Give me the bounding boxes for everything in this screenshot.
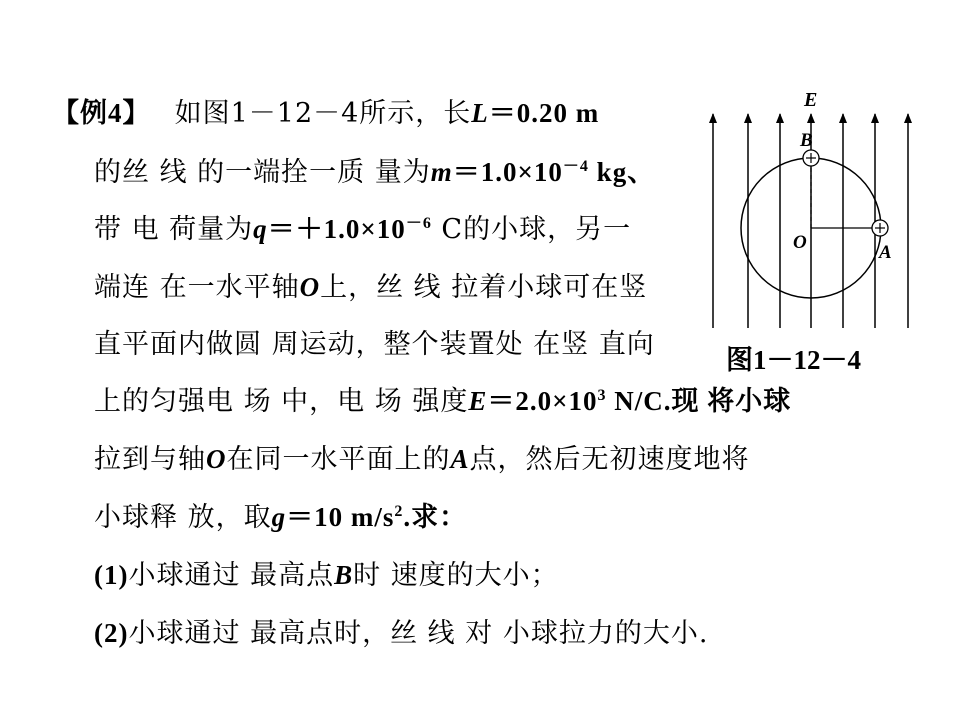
problem-line-4: 端连 在一水平轴O上，丝 线 拉着小球可在竖 [94, 272, 648, 303]
label-A: A [879, 242, 892, 263]
problem-line-8: 小球释 放，取g＝10 $m/s^2$.求： [94, 502, 468, 533]
problem-line-6: 上的匀强电 场 中，电 场 强度$E=2.0\times 10^3$ N/C.现 将小球 [94, 386, 792, 417]
example-heading-line: 【例4】 如图1－12－4所示，长L＝0.20 m [52, 98, 600, 129]
problem-line-2: 的丝 线 的一端拴一质 量为$m=1.0\times 10^{-4}$ kg、 [94, 157, 656, 188]
example-label: 【例4】 [52, 98, 137, 128]
question-2: (2)小球通过 最高点时，丝 线 对 小球拉力的大小. [94, 618, 709, 649]
label-O: O [793, 232, 807, 253]
ball-A [872, 220, 888, 236]
field-diagram [700, 86, 930, 336]
problem-line-5: 直平面内做圆 周运动，整个装置处 在竖 直向 [94, 329, 655, 360]
question-1: (1)小球通过 最高点B时 速度的大小； [94, 560, 559, 591]
problem-line-7: 拉到与轴O在同一水平面上的A点，然后无初速度地将 [94, 444, 750, 475]
label-E: E [804, 89, 818, 111]
problem-line-3: 带 电 荷量为$q=+1.0\times 10^{-6}$ C的小球，另一 [94, 214, 632, 245]
label-B: B [800, 130, 813, 151]
figure-caption: 图1－12－4 [726, 345, 861, 375]
ball-B [803, 150, 819, 166]
